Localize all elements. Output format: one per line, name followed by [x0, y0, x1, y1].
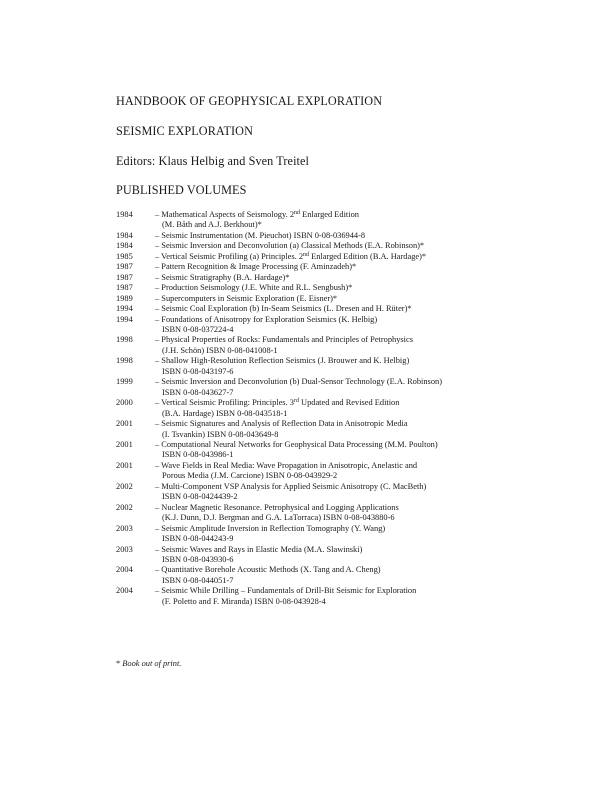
volume-continuation-line — [155, 388, 586, 398]
volume-title-line — [155, 503, 586, 513]
volume-continuation-line — [155, 471, 586, 481]
volume-description — [155, 210, 586, 231]
volume-description — [155, 252, 586, 262]
volume-entry — [116, 440, 586, 461]
volume-entry — [116, 241, 586, 251]
volume-year: 1987 — [116, 262, 133, 272]
volume-year: 1994 — [116, 304, 133, 314]
volume-title-line — [155, 210, 586, 220]
volume-text: – Vertical Seismic Profiling: Principles. 3 — [155, 398, 294, 408]
subseries-title: SEISMIC EXPLORATION — [116, 124, 253, 138]
volume-text: – Computational Neural Networks for Geophysical Data Processing (M.M. Poulton) — [155, 439, 438, 449]
volume-description — [155, 273, 586, 283]
volume-entry — [116, 503, 586, 524]
volume-title-line — [155, 304, 586, 314]
volume-entry — [116, 304, 586, 314]
volume-description — [155, 440, 586, 461]
volume-text-continued: Enlarged Edition (B.A. Hardage)* — [309, 251, 427, 261]
volume-title-line — [155, 356, 586, 366]
volume-title-line — [155, 294, 586, 304]
volume-title-line — [155, 335, 586, 345]
volume-year: 2002 — [116, 481, 133, 491]
volume-title-line — [155, 524, 586, 534]
volume-text: ISBN 0-08-044243-9 — [162, 534, 234, 544]
volume-year: 1989 — [116, 293, 133, 303]
volume-text: ISBN 0-08-043627-7 — [162, 387, 234, 397]
volume-year: 1994 — [116, 314, 133, 324]
volume-continuation-line — [155, 555, 586, 565]
editors-line: Editors: Klaus Helbig and Sven Treitel — [116, 154, 310, 168]
volume-description — [155, 565, 586, 586]
volume-text-continued: Updated and Revised Edition — [298, 398, 400, 408]
volume-year: 2003 — [116, 523, 133, 533]
volume-text: – Seismic Stratigraphy (B.A. Hardage)* — [155, 272, 290, 282]
volume-text: – Physical Properties of Rocks: Fundamentals and Principles of Petrophysics — [155, 335, 413, 345]
section-title: PUBLISHED VOLUMES — [116, 183, 247, 197]
volume-year: 2004 — [116, 586, 133, 596]
edition-superscript: nd — [303, 251, 310, 258]
volume-text: (F. Poletto and F. Miranda) ISBN 0-08-043928-4 — [162, 596, 326, 606]
volume-year: 1987 — [116, 272, 133, 282]
volume-continuation-line — [155, 346, 586, 356]
volume-description — [155, 294, 586, 304]
volume-title-line — [155, 252, 586, 262]
volume-year: 2001 — [116, 460, 133, 470]
volume-entry — [116, 586, 586, 607]
volume-title-line — [155, 398, 586, 408]
volume-text: – Pattern Recognition & Image Processing (F. Aminzadeh)* — [155, 262, 357, 272]
volume-year: 1998 — [116, 356, 133, 366]
volume-text: (J.H. Schön) ISBN 0-08-041008-1 — [162, 345, 278, 355]
volume-entry — [116, 252, 586, 262]
volume-text: ISBN 0-08-037224-4 — [162, 324, 234, 334]
volume-title-line — [155, 315, 586, 325]
volume-continuation-line — [155, 597, 586, 607]
volume-year: 2000 — [116, 398, 133, 408]
volume-title-line — [155, 283, 586, 293]
footnote — [116, 659, 181, 668]
volume-entry — [116, 524, 586, 545]
volume-entry — [116, 482, 586, 503]
edition-superscript: rd — [293, 398, 299, 405]
volume-text: – Wave Fields in Real Media: Wave Propagation in Anisotropic, Anelastic and — [155, 460, 418, 470]
volume-description — [155, 283, 586, 293]
volume-description — [155, 398, 586, 419]
volume-year: 1984 — [116, 230, 133, 240]
volume-text: (K.J. Dunn, D.J. Bergman and G.A. LaTorraca) ISBN 0-08-043880-6 — [162, 513, 395, 523]
volume-year: 2001 — [116, 439, 133, 449]
volume-continuation-line — [155, 450, 586, 460]
volume-entry — [116, 283, 586, 293]
volume-description — [155, 503, 586, 524]
volume-title-line — [155, 241, 586, 251]
volume-continuation-line — [155, 430, 586, 440]
volume-continuation-line — [155, 220, 586, 230]
volume-text: Porous Media (J.M. Carcione) ISBN 0-08-043929-2 — [162, 471, 338, 481]
volume-description — [155, 545, 586, 566]
volume-text: – Quantitative Borehole Acoustic Methods (X. Tang and A. Cheng) — [155, 565, 381, 575]
volume-year: 2003 — [116, 544, 133, 554]
volume-text: – Seismic Waves and Rays in Elastic Media (M.A. Slawinski) — [155, 544, 363, 554]
volume-text: – Nuclear Magnetic Resonance. Petrophysical and Logging Applications — [155, 502, 399, 512]
volume-list — [116, 210, 586, 607]
volume-entry — [116, 315, 586, 336]
volume-description — [155, 419, 586, 440]
volume-entry — [116, 231, 586, 241]
volume-title-line — [155, 461, 586, 471]
volume-text: ISBN 0-08-044051-7 — [162, 575, 234, 585]
volume-text: ISBN 0-08-043930-6 — [162, 554, 234, 564]
volume-year: 1998 — [116, 335, 133, 345]
volume-year: 2002 — [116, 502, 133, 512]
volume-text-continued: Enlarged Edition — [300, 210, 359, 219]
volume-text: – Seismic Signatures and Analysis of Reflection Data in Anisotropic Media — [155, 419, 408, 429]
volume-continuation-line — [155, 576, 586, 586]
volume-description — [155, 335, 586, 356]
volume-year: 1999 — [116, 377, 133, 387]
volume-description — [155, 231, 586, 241]
volume-title-line — [155, 565, 586, 575]
volume-description — [155, 356, 586, 377]
volume-year: 1985 — [116, 251, 133, 261]
volume-year: 1984 — [116, 241, 133, 251]
volume-text: – Mathematical Aspects of Seismology. 2 — [155, 210, 295, 219]
volume-description — [155, 315, 586, 336]
volume-title-line — [155, 440, 586, 450]
volume-title-line — [155, 273, 586, 283]
series-title: HANDBOOK OF GEOPHYSICAL EXPLORATION — [116, 94, 383, 108]
volume-entry — [116, 335, 586, 356]
volume-description — [155, 262, 586, 272]
volume-continuation-line — [155, 492, 586, 502]
footnote-text: Book out of print. — [122, 659, 182, 668]
volume-continuation-line — [155, 513, 586, 523]
volume-description — [155, 304, 586, 314]
volume-text: – Seismic Instrumentation (M. Pieuchot) ISBN 0-08-036944-8 — [155, 230, 366, 240]
volume-year: 2004 — [116, 565, 133, 575]
volume-entry — [116, 294, 586, 304]
volume-description — [155, 586, 586, 607]
volume-text: – Seismic Coal Exploration (b) In-Seam Seismics (L. Dresen and H. Rüter)* — [155, 304, 412, 314]
volume-text: – Shallow High-Resolution Reflection Seismics (J. Brouwer and K. Helbig) — [155, 356, 410, 366]
volume-title-line — [155, 419, 586, 429]
volume-entry — [116, 273, 586, 283]
volume-year: 2001 — [116, 419, 133, 429]
volume-entry — [116, 419, 586, 440]
volume-continuation-line — [155, 534, 586, 544]
volume-title-line — [155, 482, 586, 492]
volume-continuation-line — [155, 367, 586, 377]
volume-entry — [116, 565, 586, 586]
volume-text: – Seismic Inversion and Deconvolution (a) Classical Methods (E.A. Robinson)* — [155, 241, 425, 251]
volume-year: 1984 — [116, 210, 133, 219]
volume-description — [155, 377, 586, 398]
volume-description — [155, 482, 586, 503]
volume-text: – Seismic While Drilling – Fundamentals of Drill-Bit Seismic for Exploration — [155, 586, 417, 596]
volume-text: – Seismic Inversion and Deconvolution (b) Dual-Sensor Technology (E.A. Robinson) — [155, 377, 442, 387]
volume-year: 1987 — [116, 283, 133, 293]
volume-description — [155, 461, 586, 482]
volume-text: – Multi-Component VSP Analysis for Applied Seismic Anisotropy (C. MacBeth) — [155, 481, 427, 491]
volume-title-line — [155, 231, 586, 241]
volume-text: (I. Tsvankin) ISBN 0-08-043649-8 — [162, 429, 279, 439]
volume-entry — [116, 545, 586, 566]
volume-text: ISBN 0-08-043986-1 — [162, 450, 234, 460]
volume-title-line — [155, 545, 586, 555]
volume-text: ISBN 0-08-0424439-2 — [162, 492, 238, 502]
volume-entry — [116, 356, 586, 377]
edition-superscript: nd — [294, 210, 301, 216]
volume-text: – Foundations of Anisotropy for Exploration Seismics (K. Helbig) — [155, 314, 378, 324]
volume-entry — [116, 398, 586, 419]
volume-text: (B.A. Hardage) ISBN 0-08-043518-1 — [162, 408, 288, 418]
volume-continuation-line — [155, 325, 586, 335]
volume-text: – Production Seismology (J.E. White and R.L. Sengbush)* — [155, 283, 353, 293]
volume-entry — [116, 210, 586, 231]
volume-description — [155, 524, 586, 545]
volume-entry — [116, 377, 586, 398]
volume-entry — [116, 262, 586, 272]
volume-title-line — [155, 586, 586, 596]
volume-text: – Vertical Seismic Profiling (a) Principles. 2 — [155, 251, 304, 261]
volume-description — [155, 241, 586, 251]
volume-title-line — [155, 262, 586, 272]
volume-continuation-line — [155, 409, 586, 419]
volume-text: – Seismic Amplitude Inversion in Reflection Tomography (Y. Wang) — [155, 523, 386, 533]
volume-text: – Supercomputers in Seismic Exploration (E. Eisner)* — [155, 293, 338, 303]
volume-entry — [116, 461, 586, 482]
volume-title-line — [155, 377, 586, 387]
footnote-marker: * — [116, 659, 121, 668]
volume-text: ISBN 0-08-043197-6 — [162, 366, 234, 376]
volume-text: (M. Båth and A.J. Berkhout)* — [162, 220, 262, 230]
